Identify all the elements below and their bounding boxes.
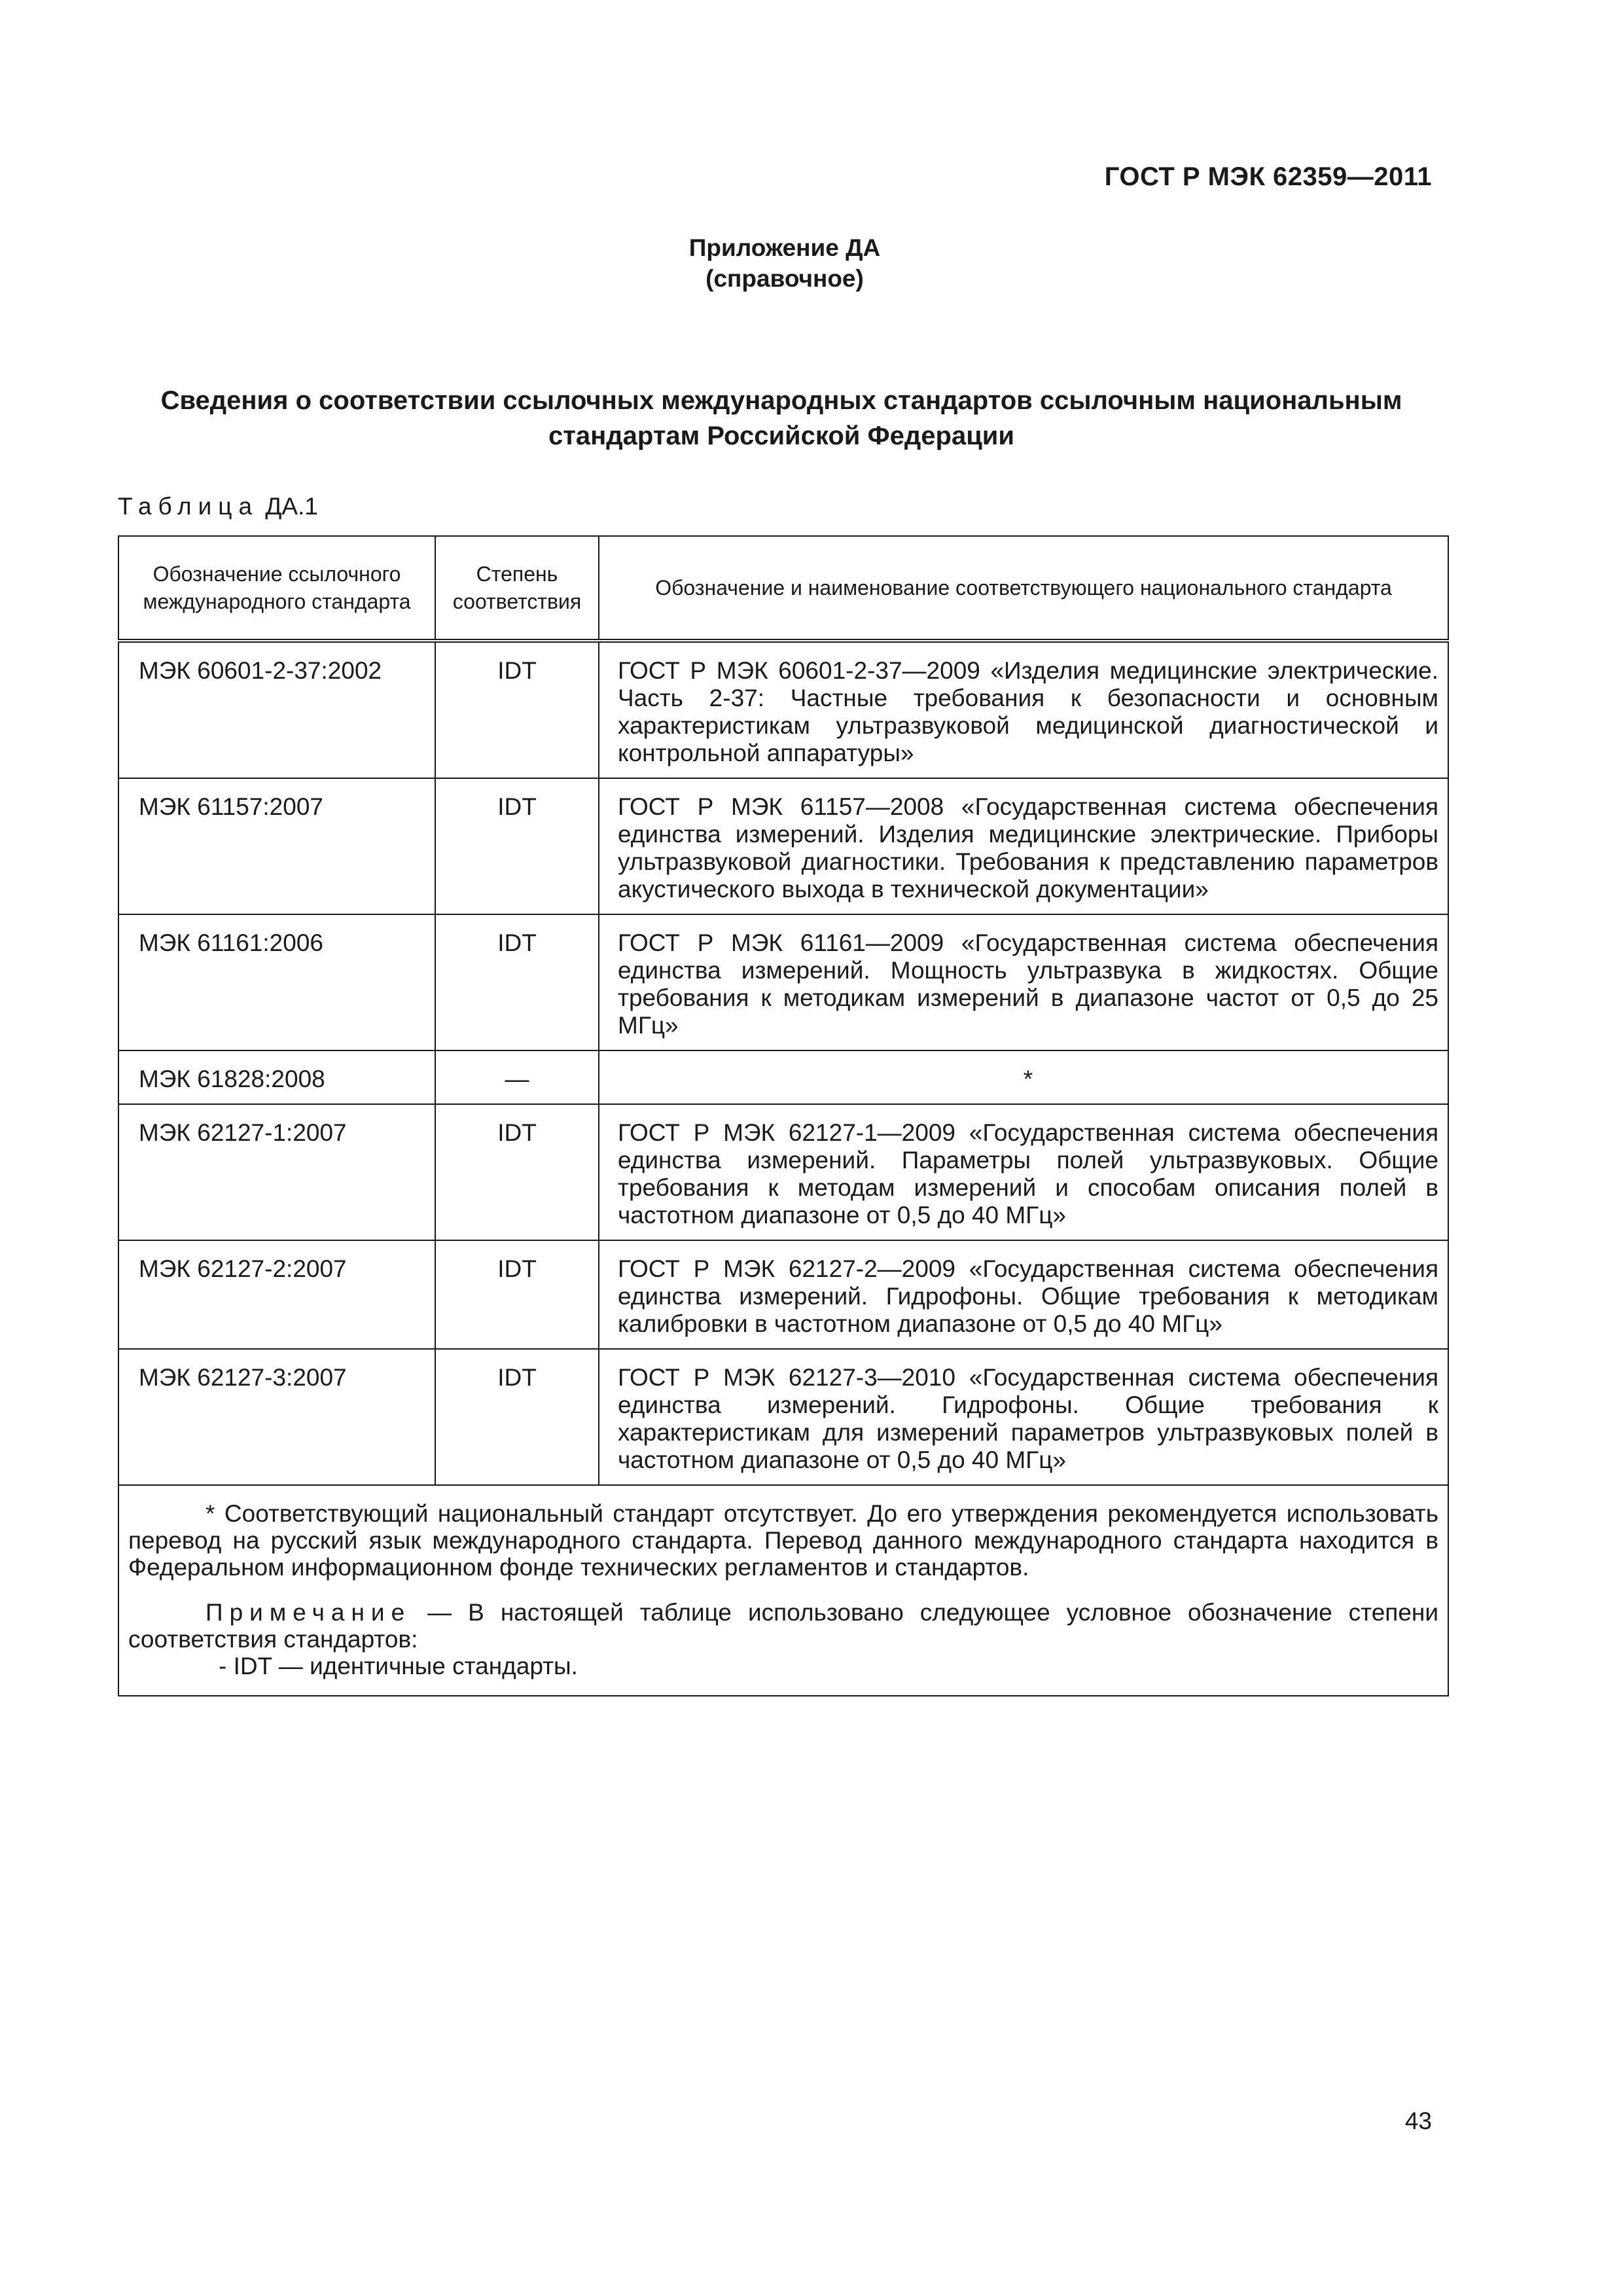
table-label-word: Таблица [118, 493, 259, 520]
table-label-number: ДА.1 [265, 493, 318, 520]
footnote: * Соответствующий национальный стандарт отсутствует. До его утверждения рекомендуется использовать перевод на русский язык международного стандарта. Перевод данного международного стандарта находится в Федеральном информационном фонде технических регламентов и стандартов. [128, 1500, 1438, 1581]
national-standard-cell: ГОСТ Р МЭК 62127-3—2010 «Государственная система обеспечения единства измерений. Гидрофоны. Общие требования к характеристикам для измерений параметров ультразвуковых полей в частотном диапазоне от 0,5 до 40 МГц» [599, 1349, 1448, 1485]
page-title-line-2: стандартам Российской Федерации [548, 422, 1014, 450]
page-title-line-1: Сведения о соответствии ссылочных международных стандартов ссылочным национальным [160, 386, 1402, 415]
column-header-degree: Степень соответствия [435, 536, 599, 641]
table-label [118, 493, 318, 520]
national-standard-cell: ГОСТ Р МЭК 62127-2—2009 «Государственная система обеспечения единства измерений. Гидрофоны. Общие требования к методикам калибровки в частотном диапазоне от 0,5 до 40 МГц» [599, 1240, 1448, 1349]
standards-table-wrapper [118, 535, 1448, 1696]
table-row [118, 1240, 1448, 1349]
intl-standard-cell: МЭК 62127-3:2007 [118, 1349, 435, 1485]
note-text: — В настоящей таблице использовано следующее условное обозначение степени соответствия стандартов: [128, 1599, 1438, 1653]
table-row [118, 1050, 1448, 1104]
national-standard-cell: ГОСТ Р МЭК 61157—2008 «Государственная система обеспечения единства измерений. Изделия медицинские электрические. Приборы ультразвуковой диагностики. Требования к представлению параметров акустического выхода в технической документации» [599, 778, 1448, 914]
intl-standard-cell: МЭК 61161:2006 [118, 914, 435, 1050]
intl-standard-cell: МЭК 61828:2008 [118, 1050, 435, 1104]
page-title [116, 383, 1446, 454]
appendix-subtitle: (справочное) [705, 265, 864, 292]
degree-cell: IDT [435, 1240, 599, 1349]
note [128, 1599, 1438, 1653]
page-number: 43 [1404, 2108, 1432, 2134]
note-list-item: - IDT — идентичные стандарты. [219, 1653, 578, 1679]
degree-cell: IDT [435, 914, 599, 1050]
standards-table [118, 535, 1449, 1696]
intl-standard-cell: МЭК 62127-1:2007 [118, 1104, 435, 1240]
intl-standard-cell: МЭК 61157:2007 [118, 778, 435, 914]
column-header-intl: Обозначение ссылочного международного стандарта [118, 536, 435, 641]
degree-cell: IDT [435, 778, 599, 914]
table-row [118, 1104, 1448, 1240]
national-standard-cell: ГОСТ Р МЭК 61161—2009 «Государственная система обеспечения единства измерений. Мощность ультразвука в жидкостях. Общие требования к методикам измерений в диапазоне частот от 0,5 до 25 МГц» [599, 914, 1448, 1050]
appendix-title: Приложение ДА [688, 234, 881, 261]
table-header-row [118, 536, 1448, 641]
appendix-heading [0, 232, 1569, 294]
national-standard-cell: * [599, 1050, 1448, 1104]
table-row [118, 914, 1448, 1050]
table-row [118, 1349, 1448, 1485]
national-standard-cell: ГОСТ Р МЭК 60601-2-37—2009 «Изделия медицинские электрические. Часть 2-37: Частные требования к безопасности и основным характеристикам ультразвуковой медицинской диагностической и контрольной аппаратуры» [599, 641, 1448, 778]
degree-cell: IDT [435, 1349, 599, 1485]
table-body [118, 641, 1448, 1696]
national-standard-cell: ГОСТ Р МЭК 62127-1—2009 «Государственная система обеспечения единства измерений. Параметры полей ультразвуковых. Общие требования к методам измерений и способам описания полей в частотном диапазоне от 0,5 до 40 МГц» [599, 1104, 1448, 1240]
note-word: Примечание [205, 1599, 412, 1626]
table-row [118, 778, 1448, 914]
column-header-national: Обозначение и наименование соответствующего национального стандарта [599, 536, 1448, 641]
intl-standard-cell: МЭК 60601-2-37:2002 [118, 641, 435, 778]
table-footer-cell [118, 1485, 1448, 1696]
table-row [118, 641, 1448, 778]
table-footer-row [118, 1485, 1448, 1696]
intl-standard-cell: МЭК 62127-2:2007 [118, 1240, 435, 1349]
degree-cell: — [435, 1050, 599, 1104]
document-code: ГОСТ Р МЭК 62359—2011 [1104, 162, 1432, 191]
table-header [118, 536, 1448, 641]
degree-cell: IDT [435, 641, 599, 778]
degree-cell: IDT [435, 1104, 599, 1240]
